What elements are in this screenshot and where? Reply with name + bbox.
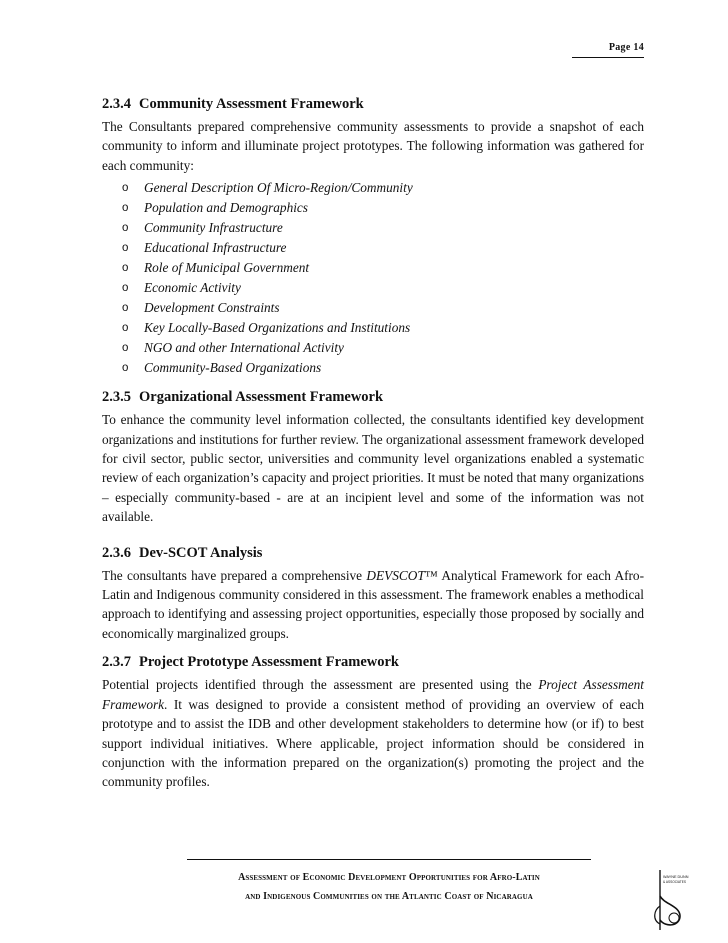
list-item-text: Economic Activity — [144, 280, 241, 296]
list-item — [102, 218, 644, 238]
bullet-marker: o — [122, 202, 129, 215]
section-paragraph: The Consultants prepared comprehensive community assessments to provide a snapshot of each community to inform and illuminate project prototypes. The following information was gathered for each community: — [102, 119, 644, 173]
list-item-text: Key Locally-Based Organizations and Institutions — [144, 320, 411, 336]
section-paragraph — [102, 675, 644, 791]
list-item — [102, 358, 644, 378]
bullet-marker: o — [122, 222, 129, 235]
document-body — [102, 94, 644, 792]
section-2-3-7 — [102, 652, 644, 791]
section-number: 2.3.4 — [102, 96, 131, 112]
list-item-text: Development Constraints — [144, 300, 280, 316]
bullet-marker: o — [122, 242, 129, 255]
footer-rule — [187, 859, 591, 860]
paragraph-text: The consultants have prepared a comprehensive — [102, 567, 367, 583]
bullet-marker: o — [122, 302, 129, 315]
footer-line-1: Assessment of Economic Development Opportunities for Afro-Latin — [238, 872, 540, 883]
list-item-text: Role of Municipal Government — [144, 260, 310, 276]
list-item — [102, 318, 644, 338]
section-title: Project Prototype Assessment Framework — [139, 654, 399, 671]
section-heading — [102, 543, 644, 563]
section-paragraph — [102, 566, 644, 644]
section-2-3-4 — [102, 94, 644, 378]
bullet-marker: o — [122, 182, 129, 195]
list-item — [102, 258, 644, 278]
footer — [187, 868, 591, 906]
info-bullet-list — [102, 178, 644, 378]
emphasis-text: Project Assessment Framework — [102, 677, 644, 712]
list-item — [102, 178, 644, 198]
wayne-dunn-logo-icon — [650, 866, 690, 934]
section-number: 2.3.6 — [102, 544, 131, 561]
list-item-text: General Description Of Micro-Region/Community — [144, 180, 413, 196]
list-item-text: Community-Based Organizations — [144, 360, 322, 376]
bullet-marker: o — [122, 342, 129, 355]
footer-line-2: and Indigenous Communities on the Atlantic Coast of Nicaragua — [245, 891, 533, 902]
list-item — [102, 198, 644, 218]
paragraph-text: Potential projects identified through the assessment are presented using the — [102, 677, 539, 693]
section-title: Dev-SCOT Analysis — [139, 544, 263, 561]
svg-text:WAYNE DUNN: WAYNE DUNN — [663, 875, 689, 879]
list-item — [102, 298, 644, 318]
section-heading — [102, 652, 644, 672]
paragraph-text: . It was designed to provide a consistent method of providing an overview of each prototype and to assist the IDB and other development stakeholders to determine how (or if) to best support individual initiatives. Where applicable, project information should be considered in conjunction with the information prepared on the organization(s) promoting the project and the community profiles. — [102, 696, 644, 790]
list-item-text: Community Infrastructure — [144, 220, 283, 236]
list-item — [102, 338, 644, 358]
section-title: Organizational Assessment Framework — [139, 389, 384, 406]
section-paragraph: To enhance the community level information collected, the consultants identified key development organizations and institutions for further review. The organizational assessment framework developed for civil sector, public sector, universities and community level organizations enabled a systematic review of each organization’s capacity and project priorities. It must be noted that many organizations – especially community-based - are at an incipient level and some of the information was not available. — [102, 412, 644, 525]
section-number: 2.3.5 — [102, 389, 131, 406]
emphasis-text: DEVSCOT — [366, 567, 425, 583]
section-heading — [102, 94, 644, 114]
bullet-marker: o — [122, 322, 129, 335]
page-number-label: Page 14 — [608, 42, 644, 53]
bullet-marker: o — [122, 282, 129, 295]
section-number: 2.3.7 — [102, 654, 131, 671]
list-item — [102, 278, 644, 298]
svg-text:& ASSOCIATES: & ASSOCIATES — [663, 880, 686, 884]
bullet-marker: o — [122, 362, 129, 375]
section-heading — [102, 387, 644, 407]
header-rule — [572, 57, 644, 58]
section-title: Community Assessment Framework — [139, 96, 364, 112]
paragraph-text: Analytical Framework for each Afro-Latin and Indigenous community considered in this assessment. The framework enables a methodical approach to identifying and assessing project opportunities, especially those proposed by socially and economically marginalized groups. — [102, 567, 644, 641]
section-2-3-6 — [102, 543, 644, 644]
section-2-3-5 — [102, 387, 644, 526]
list-item-text: Educational Infrastructure — [144, 240, 287, 256]
list-item-text: NGO and other International Activity — [144, 340, 344, 356]
list-item-text: Population and Demographics — [144, 200, 308, 216]
trademark-symbol: ™ — [424, 567, 438, 583]
bullet-marker: o — [122, 262, 129, 275]
list-item — [102, 238, 644, 258]
